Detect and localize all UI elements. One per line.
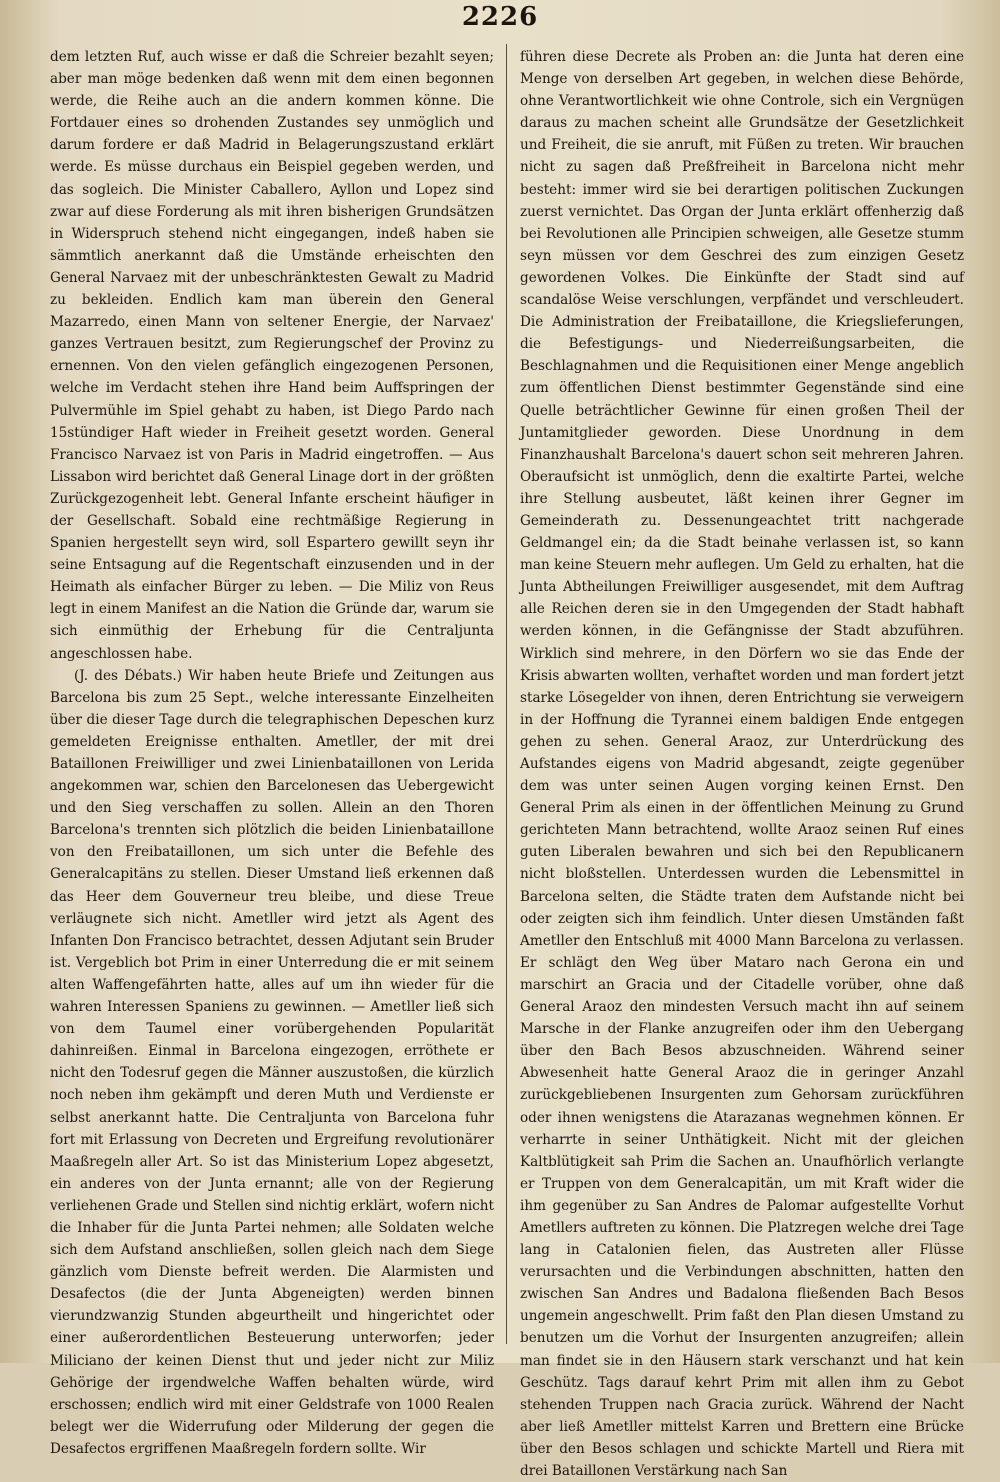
page-number: 2226: [461, 2, 539, 32]
left-paragraph-1: dem letzten Ruf, auch wisse er daß die Schreier bezahlt seyen; aber man möge bedenken daß wenn mit dem einen begonnen werde, die Reihe auch an die andern kommen könne. Die Fortdauer eines so drohenden Zustandes sey unmöglich und darum fordere er daß Madrid in Belagerungszustand erklärt werde. Es müsse durchaus ein Beispiel gegeben werden, und das sogleich. Die Minister Caballero, Ayllon und Lopez sind zwar auf diese Forderung als mit ihren bisherigen Grundsätzen in Widerspruch stehend nicht eingegangen, indeß haben sie sämmtlich anerkannt daß die Umstände erheischten den General Narvaez mit der unbeschränktesten Gewalt zu Madrid zu bekleiden. Endlich kam man überein den General Mazarredo, einen Mann von seltener Energie, der Narvaez' ganzes Vertrauen besitzt, zum Regierungschef der Provinz zu ernennen. Von den vielen gefänglich eingezogenen Personen, welche im Verdacht stehen ihre Hand beim Auffspringen der Pulvermühle im Spiel gehabt zu haben, ist Diego Pardo nach 15stündiger Haft wieder in Freiheit gesetzt worden. General Francisco Narvaez ist von Paris in Madrid eingetroffen. — Aus Lissabon wird berichtet daß General Linage dort in der größten Zurückgezogenheit lebt. General Infante erscheint häufiger in der Gesellschaft. Sobald eine rechtmäßige Regierung in Spanien hergestellt seyn wird, soll Espartero gewillt seyn ihr seine Entsagung auf die Regentschaft einzusenden und in der Heimath als einfacher Bürger zu leben. — Die Miliz von Reus legt in einem Manifest an die Nation die Gründe dar, warum sie sich einmüthig der Erhebung für die Centraljunta angeschlossen habe.: [50, 49, 494, 662]
right-paragraph-1: führen diese Decrete als Proben an: die Junta hat deren eine Menge von derselben Art gegeben, in welchen diese Behörde, ohne Verantwortlichkeit wie ohne Controle, sich ein Vergnügen daraus zu machen scheint alle Grundsätze der Gesetzlichkeit und Freiheit, die sie anruft, mit Füßen zu treten. Wir brauchen nicht zu sagen daß Preßfreiheit in Barcelona nicht mehr besteht: immer wird sie bei derartigen politischen Zuckungen zuerst vernichtet. Das Organ der Junta erklärt offenherzig daß bei Revolutionen alle Principien schweigen, alle Gesetze stumm seyn müssen vor dem Geschrei des zum einzigen Gesetz gewordenen Volkes. Die Einkünfte der Stadt sind auf scandalöse Weise verschlungen, verpfändet und verschleudert. Die Administration der Freibataillone, die Kriegslieferungen, die Befestigungs- und Niederreißungsarbeiten, die Beschlagnahmen und die Requisitionen einer Menge angeblich zum öffentlichen Dienst bestimmter Gegenstände sind eine Quelle beträchtlicher Gewinne für einen großen Theil der Juntamitglieder geworden. Diese Unordnung in dem Finanzhaushalt Barcelona's dauert schon seit mehreren Jahren. Oberaufsicht ist unmöglich, denn die exaltirte Partei, welche ihre Stellung ausbeutet, läßt keinen ihrer Gegner im Gemeinderath zu. Dessenungeachtet tritt nachgerade Geldmangel ein; da die Stadt beinahe verlassen ist, so kann man keine Steuern mehr auflegen. Um Geld zu erhalten, hat die Junta Abtheilungen Freiwilliger ausgesendet, mit dem Auftrag alle Reichen deren sie in den Umgegenden der Stadt habhaft werden können, in die Gefängnisse der Stadt abzuführen. Wirklich sind mehrere, in den Dörfern wo sie das Ende der Krisis abwarten wollten, verhaftet worden und man fordert jetzt starke Lösegelder von ihnen, deren Entrichtung sie verweigern in der Hoffnung die Tyrannei einem baldigen Ende entgegen gehen zu sehen. General Araoz, zur Unterdrückung des Aufstandes eigens von Madrid abgesandt, zeigte gegenüber dem was unter seinen Augen vorging keinen Ernst. Den General Prim als einen in der öffentlichen Meinung zu Grund gerichteten Mann betrachtend, wollte Araoz seinen Ruf eines guten Liberalen bewahren und sich bei den Republicanern nicht bloßstellen. Unterdessen wurden die Lebensmittel in Barcelona selten, die Städte traten dem Aufstande nicht bei oder zeigten sich ihm feindlich. Unter diesen Umständen faßt Ametller den Entschluß mit 4000 Mann Barcelona zu verlassen. Er schlägt den Weg über Mataro nach Gerona ein und marschirt an Gracia und der Citadelle vorüber, ohne daß General Araoz den mindesten Versuch macht ihn auf seinem Marsche in der Flanke anzugreifen oder ihm den Uebergang über den Bach Besos abzuschneiden. Während seiner Abwesenheit hatte General Araoz die in geringer Anzahl zurückgebliebenen Insurgenten zum Gehorsam zurückführen oder ihnen wenigstens die Atarazanas wegnehmen können. Er verharrte in seiner Unthätigkeit. Nicht mit der gleichen Kaltblütigkeit sah Prim die Sachen an. Unaufhörlich verlangte er Truppen von dem Generalcapitän, um mit Kraft wider die ihm gegenüber zu San Andres de Palomar aufgestellte Vorhut Ametllers auftreten zu können. Die Platzregen welche drei Tage lang in Catalonien fielen, das Austreten aller Flüsse verursachten und die Verbindungen abschnitten, hatten den zwischen San Andres und Badalona fließenden Bach Besos ungemein angeschwellt. Prim faßt den Plan diesen Umstand zu benutzen um die Vorhut der Insurgenten anzugreifen; allein man findet sie in den Häusern stark verschanzt und hat kein Geschütz. Tags darauf kehrt Prim mit allen ihm zu Gebot stehenden Truppen nach Gracia zurück. Während der Nacht aber ließ Ametller mittelst Karren und Brettern eine Brücke über den Besos schlagen und schickte Martell und Riera mit drei Bataillonen Verstärkung nach San: [520, 49, 964, 1479]
left-paragraph-2: (J. des Débats.) Wir haben heute Briefe und Zeitungen aus Barcelona bis zum 25 Sept., welche interessante Einzelheiten über die dieser Tage durch die telegraphischen Depeschen kurz gemeldeten Ereignisse enthalten. Ametller, der mit drei Bataillonen Freiwilliger und zwei Linienbataillonen von Lerida angekommen war, schien den Barcelonesen das Uebergewicht und den Sieg verschaffen zu sollen. Allein an den Thoren Barcelona's trennten sich plötzlich die beiden Linienbataillone von den Freibataillonen, um sich unter die Befehle des Generalcapitäns zu stellen. Dieser Umstand ließ erkennen daß das Heer dem Gouverneur treu bleibe, und diese Treue verläugnete sich nicht. Ametller wird jetzt als Agent des Infanten Don Francisco betrachtet, dessen Adjutant sein Bruder ist. Vergeblich bot Prim in einer Unterredung die er mit seinem alten Waffengefährten hatte, alles auf um ihn wieder für die wahren Interessen Spaniens zu gewinnen. — Ametller ließ sich von dem Taumel einer vorübergehenden Popularität dahinreißen. Einmal in Barcelona eingezogen, erröthete er nicht den Todesruf gegen die Männer auszustoßen, die kürzlich noch neben ihm gekämpft und deren Muth und Verdienste er selbst anerkannt hatte. Die Centraljunta von Barcelona fuhr fort mit Erlassung von Decreten und Ergreifung revolutionärer Maaßregeln aller Art. So ist das Ministerium Lopez abgesetzt, ein anderes von der Junta ernannt; alle von der Regierung verliehenen Grade und Stellen sind nichtig erklärt, wofern nicht die Inhaber für die Junta Partei nehmen; alle Soldaten welche sich dem Aufstand anschließen, sollen gleich nach dem Siege gänzlich vom Dienste befreit werden. Die Alarmisten und Desafectos (die der Junta Abgeneigten) werden binnen vierundzwanzig Stunden abgeurtheilt und hingerichtet oder einer außerordentlichen Besteuerung unterworfen; jeder Miliciano der keinen Dienst thut und jeder nicht zur Miliz Gehörige der irgendwelche Waffen behalten würde, wird erschossen; endlich wird mit einer Geldstrafe von 1000 Realen belegt wer die Widerrufung oder Milderung der gegen die Desafectos ergriffenen Maaßregeln fordern sollte. Wir: [50, 667, 494, 1457]
left-column: [50, 46, 494, 1457]
column-divider: [506, 44, 507, 1344]
right-column: [520, 46, 964, 1479]
